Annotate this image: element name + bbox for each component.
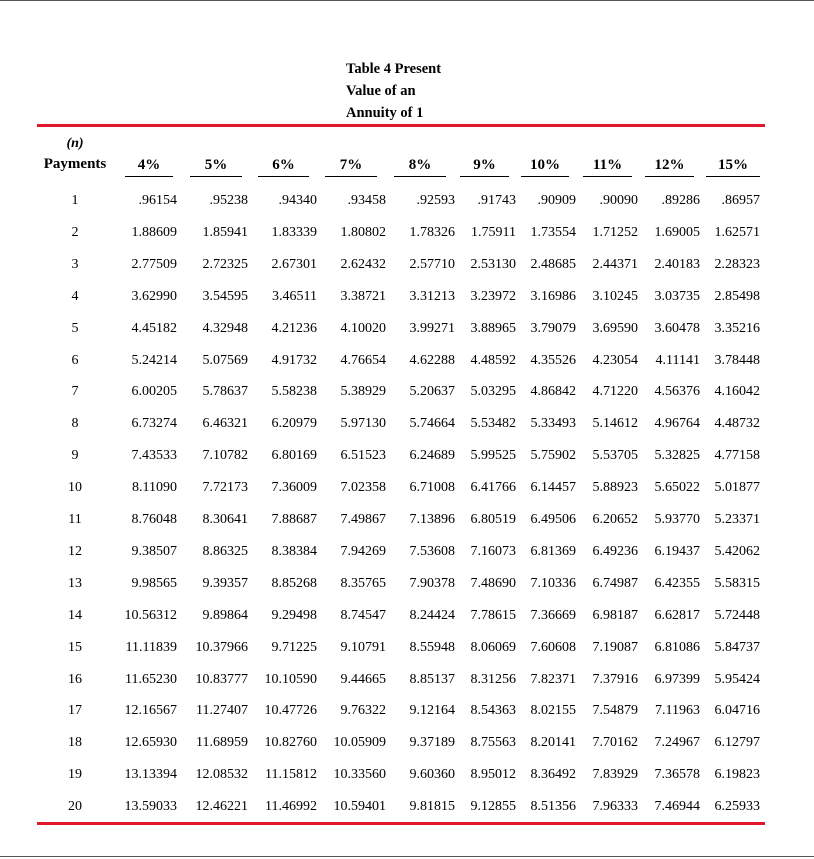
table-cell: 1.62571	[714, 224, 760, 240]
column-header-9pct: 9%	[460, 156, 509, 177]
table-cell: .90090	[599, 193, 638, 208]
row-payments-17: 17	[68, 703, 82, 719]
table-cell: 6.42355	[654, 575, 700, 591]
column-header-12pct: 12%	[645, 156, 694, 177]
table-cell: 4.86842	[530, 384, 576, 400]
table-cell: 8.85137	[409, 671, 455, 687]
table-cell: 3.69590	[592, 320, 638, 336]
table-cell: .90909	[537, 193, 576, 208]
table-cell: 10.05909	[333, 735, 386, 751]
table-cell: 4.11141	[655, 352, 700, 368]
table-cell: 8.54363	[470, 703, 516, 719]
table-cell: 8.02155	[530, 703, 576, 719]
table-cell: 5.53705	[592, 448, 638, 464]
table-cell: 5.99525	[470, 448, 516, 464]
table-cell: 8.31256	[470, 671, 516, 687]
table-cell: 4.10020	[340, 320, 386, 336]
table-cell: 4.91732	[271, 352, 317, 368]
row-payments-15: 15	[68, 639, 82, 655]
row-payments-4: 4	[71, 288, 79, 304]
table-cell: 4.21236	[271, 320, 317, 336]
title-line-3: Annuity of 1	[346, 105, 424, 121]
table-cell: 11.11839	[125, 639, 177, 655]
table-cell: 6.14457	[530, 480, 576, 496]
table-cell: 5.23371	[714, 512, 760, 527]
column-header-4pct: 4%	[125, 156, 173, 177]
table-cell: 3.60478	[654, 320, 700, 336]
table-cell: 4.48592	[470, 352, 516, 368]
table-cell: 6.74987	[592, 575, 638, 591]
bottom-border	[0, 856, 814, 857]
table-cell: 2.62432	[340, 256, 386, 272]
row-payments-2: 2	[71, 224, 79, 240]
table-cell: 7.10336	[530, 575, 576, 591]
table-cell: 7.94269	[340, 543, 386, 559]
table-cell: .89286	[661, 193, 700, 208]
table-cell: 7.54879	[592, 703, 638, 719]
table-cell: 3.79079	[530, 320, 576, 336]
table-cell: 9.38507	[131, 543, 177, 559]
table-cell: 6.12797	[714, 735, 760, 751]
column-header-6pct: 6%	[258, 156, 309, 177]
table-cell: .92593	[416, 193, 455, 208]
table-cell: 9.39357	[202, 575, 248, 591]
table-cell: 2.28323	[714, 256, 760, 272]
row-payments-10: 10	[68, 480, 82, 496]
table-cell: 10.56312	[124, 607, 177, 623]
table-cell: 9.29498	[271, 607, 317, 623]
table-cell: 13.13394	[124, 767, 177, 783]
table-cell: 5.24214	[131, 352, 177, 368]
column-header-7pct: 7%	[325, 156, 377, 177]
table-cell: 4.62288	[409, 352, 455, 368]
table-cell: 6.49236	[592, 543, 638, 559]
table-cell: 7.24967	[654, 735, 700, 751]
table-cell: 4.96764	[654, 416, 700, 432]
table-cell: 6.41766	[470, 480, 516, 496]
table-cell: 7.43533	[131, 448, 177, 464]
table-cell: 6.49506	[530, 512, 576, 527]
table-cell: 6.81369	[530, 543, 576, 559]
table-cell: 5.01877	[714, 480, 760, 496]
table-cell: 1.85941	[202, 224, 248, 240]
table-cell: .91743	[477, 193, 516, 208]
table-cell: 2.53130	[470, 256, 516, 272]
table-cell: 8.20141	[530, 735, 576, 751]
table-cell: 4.56376	[654, 384, 700, 400]
table-cell: 10.83777	[195, 671, 248, 687]
table-cell: 5.58238	[271, 384, 317, 400]
table-cell: 8.51356	[530, 799, 576, 815]
table-cell: 4.48732	[714, 416, 760, 432]
table-cell: 8.75563	[470, 735, 516, 751]
table-cell: 8.35765	[340, 575, 386, 591]
title-line-1: Table 4 Present	[346, 61, 442, 77]
table-cell: .94340	[278, 193, 317, 208]
table-cell: 6.04716	[714, 703, 760, 719]
row-payments-20: 20	[68, 799, 82, 815]
table-cell: 9.37189	[409, 735, 455, 751]
table-cell: 2.57710	[409, 256, 455, 272]
table-cell: 1.80802	[340, 224, 386, 240]
table-cell: 6.62817	[654, 607, 700, 623]
table-cell: 4.76654	[340, 352, 386, 368]
table-cell: 2.85498	[714, 288, 760, 304]
table-cell: 7.37916	[592, 671, 638, 687]
n-header: (n)	[66, 136, 84, 151]
table-cell: 5.78637	[202, 384, 248, 400]
table-cell: 4.77158	[714, 448, 760, 464]
table-cell: 5.38929	[340, 384, 386, 400]
table-cell: 1.88609	[131, 224, 177, 240]
table-cell: 1.69005	[654, 224, 700, 240]
table-cell: 3.54595	[202, 288, 248, 304]
table-cell: 9.71225	[271, 639, 317, 655]
table-cell: 2.48685	[530, 256, 576, 272]
table-cell: 7.78615	[470, 607, 516, 623]
table-cell: 1.75911	[471, 224, 516, 240]
table-cell: 6.19437	[654, 543, 700, 559]
table-cell: 7.36669	[530, 607, 576, 623]
row-payments-13: 13	[68, 575, 82, 591]
table-cell: 3.23972	[470, 288, 516, 304]
table-cell: 7.70162	[592, 735, 638, 751]
table-cell: 7.36009	[271, 480, 317, 496]
table-cell: 9.98565	[131, 575, 177, 591]
column-header-8pct: 8%	[394, 156, 446, 177]
table-cell: 10.33560	[333, 767, 386, 783]
table-cell: 9.89864	[202, 607, 248, 623]
table-cell: 5.33493	[530, 416, 576, 432]
table-cell: 6.25933	[714, 799, 760, 815]
table-cell: 10.47726	[264, 703, 317, 719]
table-cell: 7.48690	[470, 575, 516, 591]
table-cell: 3.03735	[654, 288, 700, 304]
table-cell: 8.55948	[409, 639, 455, 655]
table-cell: 6.71008	[409, 480, 455, 496]
column-header-15pct: 15%	[706, 156, 760, 177]
table-cell: 5.74664	[409, 416, 455, 432]
table-cell: 7.83929	[592, 767, 638, 783]
table-cell: 9.81815	[409, 799, 455, 815]
table-cell: 11.68959	[196, 735, 248, 751]
table-cell: 7.72173	[202, 480, 248, 496]
table-cell: 3.10245	[592, 288, 638, 304]
table-cell: 7.11963	[655, 703, 700, 719]
table-cell: 8.36492	[530, 767, 576, 783]
row-payments-1: 1	[71, 193, 79, 208]
table-cell: 7.49867	[340, 512, 386, 527]
table-cell: 8.30641	[202, 512, 248, 527]
table-cell: 10.10590	[264, 671, 317, 687]
table-cell: 6.20652	[592, 512, 638, 527]
table-cell: 5.93770	[654, 512, 700, 527]
table-cell: 12.16567	[124, 703, 177, 719]
table-cell: 3.62990	[131, 288, 177, 304]
row-payments-3: 3	[71, 256, 79, 272]
table-cell: 6.80519	[470, 512, 516, 527]
table-cell: 2.44371	[592, 256, 638, 272]
table-cell: 9.12164	[409, 703, 455, 719]
table-cell: 3.31213	[409, 288, 455, 304]
table-cell: 7.02358	[340, 480, 386, 496]
table-cell: 2.67301	[271, 256, 317, 272]
table-cell: 5.88923	[592, 480, 638, 496]
table-cell: 7.90378	[409, 575, 455, 591]
title-line-2: Value of an	[346, 83, 416, 99]
table-cell: 7.96333	[592, 799, 638, 815]
table-cell: 9.10791	[340, 639, 386, 655]
table-cell: 9.12855	[470, 799, 516, 815]
table-cell: 11.15812	[265, 767, 317, 783]
row-payments-9: 9	[71, 448, 79, 464]
table-cell: 7.46944	[654, 799, 700, 815]
row-payments-6: 6	[71, 352, 79, 368]
column-header-5pct: 5%	[190, 156, 242, 177]
table-cell: 11.27407	[196, 703, 248, 719]
column-header-10pct: 10%	[521, 156, 569, 177]
table-cell: 3.78448	[714, 352, 760, 368]
table-cell: 5.07569	[202, 352, 248, 368]
table-cell: 12.65930	[124, 735, 177, 751]
table-cell: 7.88687	[271, 512, 317, 527]
table-cell: 6.97399	[654, 671, 700, 687]
table-cell: 2.77509	[131, 256, 177, 272]
table-cell: 5.53482	[470, 416, 516, 432]
table-cell: 11.46992	[265, 799, 317, 815]
table-cell: .95238	[209, 193, 248, 208]
table-cell: 8.38384	[271, 543, 317, 559]
table-cell: .93458	[347, 193, 386, 208]
table-cell: 9.60360	[409, 767, 455, 783]
row-payments-19: 19	[68, 767, 82, 783]
row-payments-16: 16	[68, 671, 82, 687]
table-cell: 7.13896	[409, 512, 455, 527]
table-cell: 6.20979	[271, 416, 317, 432]
table-cell: 5.20637	[409, 384, 455, 400]
table-cell: 13.59033	[124, 799, 177, 815]
table-cell: 6.51523	[340, 448, 386, 464]
table-cell: 7.16073	[470, 543, 516, 559]
row-payments-18: 18	[68, 735, 82, 751]
table-cell: 5.75902	[530, 448, 576, 464]
table-cell: 11.65230	[125, 671, 177, 687]
table-cell: 8.24424	[409, 607, 455, 623]
table-cell: 7.19087	[592, 639, 638, 655]
table-cell: 7.10782	[202, 448, 248, 464]
table-cell: 6.46321	[202, 416, 248, 432]
table-cell: 5.14612	[592, 416, 638, 432]
table-cell: 10.82760	[264, 735, 317, 751]
table-cell: 6.98187	[592, 607, 638, 623]
table-cell: 8.85268	[271, 575, 317, 591]
row-payments-8: 8	[71, 416, 79, 432]
table-cell: 5.32825	[654, 448, 700, 464]
table-cell: 5.95424	[714, 671, 760, 687]
table-cell: 5.72448	[714, 607, 760, 623]
payments-header: Payments	[43, 156, 107, 172]
table-cell: 5.97130	[340, 416, 386, 432]
table-cell: 9.44665	[340, 671, 386, 687]
table-cell: 4.23054	[592, 352, 638, 368]
table-cell: 6.81086	[654, 639, 700, 655]
table-cell: 3.38721	[340, 288, 386, 304]
table-cell: 1.73554	[530, 224, 576, 240]
table-cell: 7.53608	[409, 543, 455, 559]
row-payments-5: 5	[71, 320, 79, 336]
table-cell: 5.42062	[714, 543, 760, 559]
table-cell: 1.78326	[409, 224, 455, 240]
table-cell: 12.08532	[195, 767, 248, 783]
table-cell: 8.06069	[470, 639, 516, 655]
table-cell: 6.00205	[131, 384, 177, 400]
table-cell: 3.16986	[530, 288, 576, 304]
table-cell: 12.46221	[195, 799, 248, 815]
table-cell: 2.40183	[654, 256, 700, 272]
table-cell: 8.86325	[202, 543, 248, 559]
table-cell: 5.58315	[714, 575, 760, 591]
table-cell: 3.35216	[714, 320, 760, 336]
table-cell: 7.60608	[530, 639, 576, 655]
table-cell: 6.19823	[714, 767, 760, 783]
table-cell: 4.45182	[131, 320, 177, 336]
table-cell: 8.76048	[131, 512, 177, 527]
table-cell: 4.35526	[530, 352, 576, 368]
row-payments-7: 7	[71, 384, 79, 400]
table-cell: 9.76322	[340, 703, 386, 719]
row-payments-11: 11	[68, 512, 82, 527]
table-cell: 2.72325	[202, 256, 248, 272]
table-cell: .86957	[721, 193, 760, 208]
table-cell: 10.59401	[333, 799, 386, 815]
table-cell: 8.74547	[340, 607, 386, 623]
table-cell: 6.73274	[131, 416, 177, 432]
table-cell: 5.65022	[654, 480, 700, 496]
table-cell: 8.95012	[470, 767, 516, 783]
table-cell: 8.11090	[132, 480, 177, 496]
table-cell: 5.03295	[470, 384, 516, 400]
table-cell: 3.88965	[470, 320, 516, 336]
column-header-11pct: 11%	[583, 156, 632, 177]
table-cell: 4.16042	[714, 384, 760, 400]
table-cell: 7.36578	[654, 767, 700, 783]
table-cell: 6.24689	[409, 448, 455, 464]
table-cell: 1.71252	[592, 224, 638, 240]
table-cell: 1.83339	[271, 224, 317, 240]
table-cell: 3.99271	[409, 320, 455, 336]
table-cell: 4.32948	[202, 320, 248, 336]
table-cell: 3.46511	[272, 288, 317, 304]
table-cell: 4.71220	[592, 384, 638, 400]
table-cell: 7.82371	[530, 671, 576, 687]
table-cell: .96154	[138, 193, 177, 208]
row-payments-12: 12	[68, 543, 82, 559]
bottom-red-rule	[37, 822, 765, 825]
table-cell: 5.84737	[714, 639, 760, 655]
row-payments-14: 14	[68, 607, 82, 623]
table-cell: 6.80169	[271, 448, 317, 464]
table-cell: 10.37966	[195, 639, 248, 655]
